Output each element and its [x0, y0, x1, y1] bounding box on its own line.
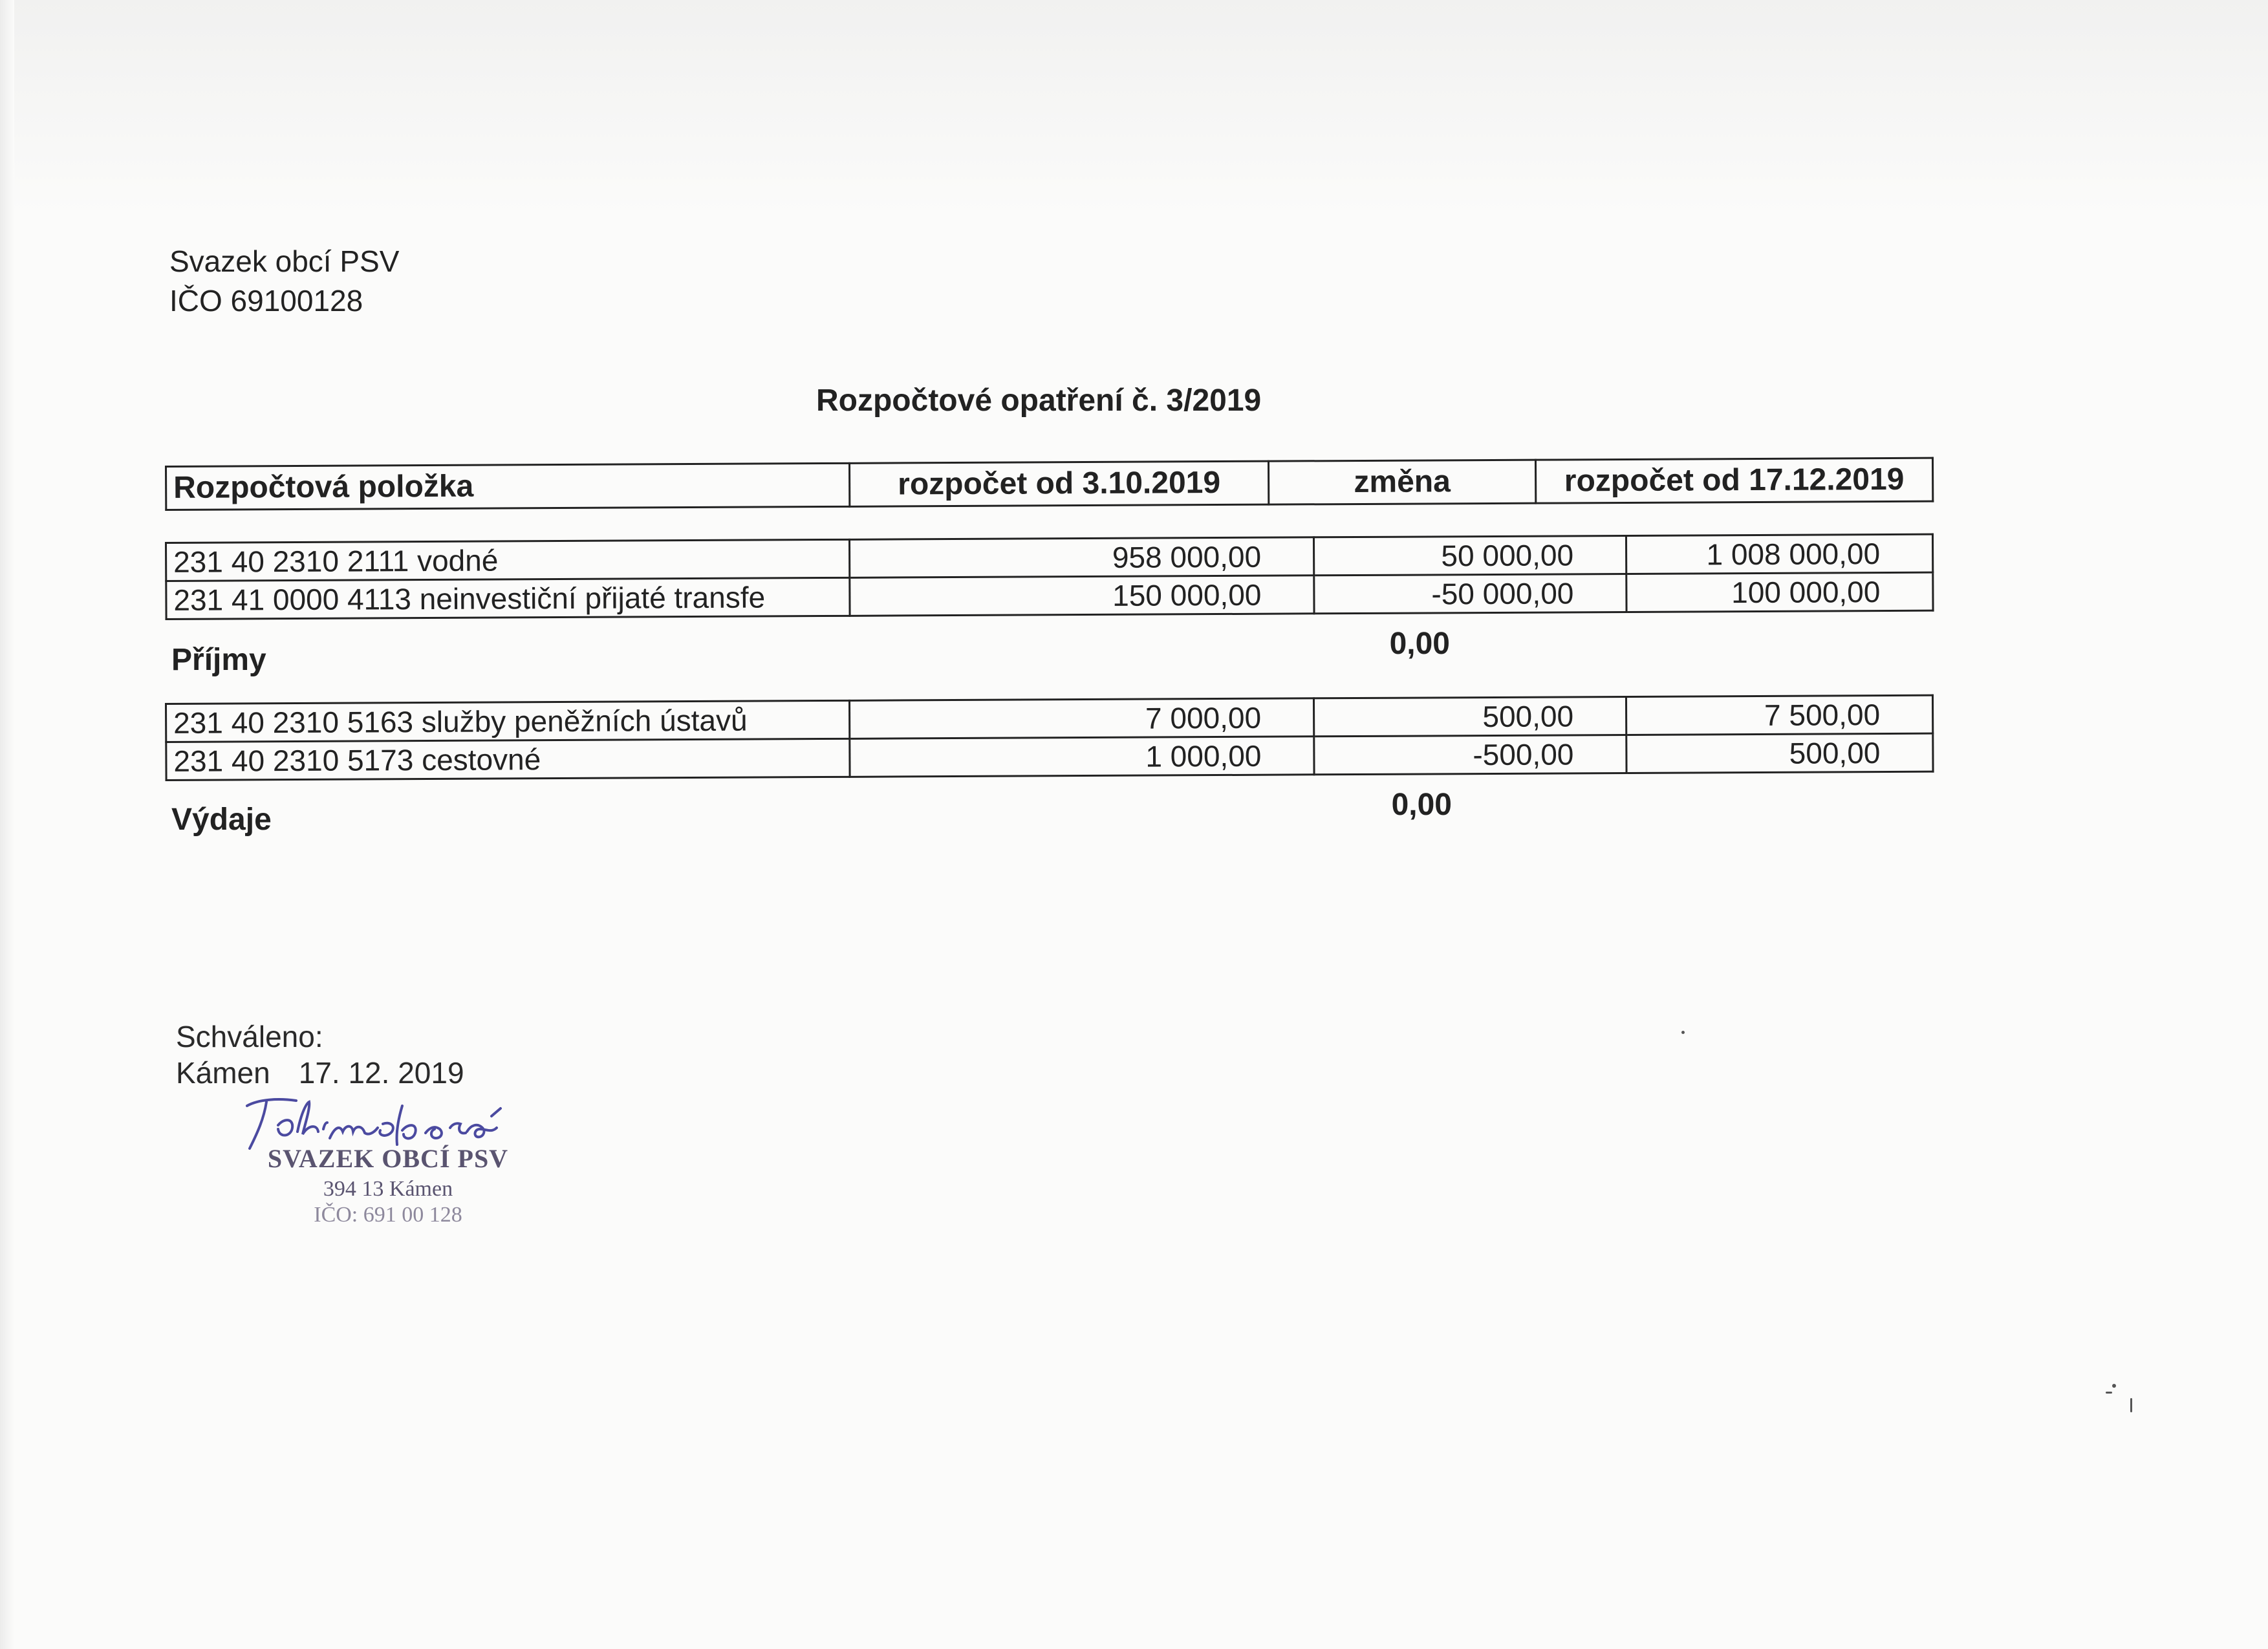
organization-ico: IČO 69100128 — [169, 284, 363, 318]
stamp-name: SVAZEK OBCÍ PSV — [267, 1144, 509, 1173]
budget-new-cell: 100 000,00 — [1626, 572, 1933, 612]
item-cell: 231 40 2310 2111 vodné — [166, 539, 850, 581]
budget-old-cell: 150 000,00 — [850, 576, 1314, 616]
expense-label: Výdaje — [171, 803, 272, 837]
column-header-change: změna — [1268, 460, 1535, 504]
table-row — [166, 733, 1933, 780]
change-cell: 500,00 — [1313, 696, 1626, 736]
budget-new-cell: 1 008 000,00 — [1626, 534, 1932, 574]
table-header-row — [166, 458, 1933, 510]
organization-name: Svazek obcí PSV — [169, 244, 400, 278]
income-table — [165, 534, 1934, 620]
income-total: 0,00 — [1389, 627, 1450, 661]
scan-edge — [0, 0, 14, 1649]
change-cell: -500,00 — [1314, 735, 1626, 774]
approval-date: 17. 12. 2019 — [298, 1056, 464, 1090]
official-stamp — [233, 1086, 543, 1242]
document-title: Rozpočtové opatření č. 3/2019 — [816, 383, 1262, 418]
budget-old-cell: 958 000,00 — [849, 537, 1313, 578]
scan-speck — [1681, 1031, 1685, 1034]
stamp-ico: IČO: 691 00 128 — [314, 1203, 462, 1227]
budget-old-cell: 1 000,00 — [850, 737, 1314, 777]
budget-new-cell: 7 500,00 — [1626, 695, 1932, 735]
column-header-budget-new: rozpočet od 17.12.2019 — [1535, 458, 1932, 503]
table-header — [165, 457, 1934, 511]
income-label: Příjmy — [171, 643, 266, 677]
change-cell: -50 000,00 — [1314, 574, 1626, 613]
scan-shadow — [0, 0, 2268, 213]
expense-total: 0,00 — [1391, 788, 1452, 822]
stamp-address: 394 13 Kámen — [323, 1177, 453, 1201]
approval-place: Kámen — [176, 1056, 270, 1090]
scan-speck — [2112, 1384, 2116, 1388]
scan-speck — [2130, 1398, 2132, 1412]
item-cell: 231 40 2310 5163 služby peněžních ústavů — [166, 700, 850, 742]
item-cell: 231 40 2310 5173 cestovné — [166, 738, 850, 780]
column-header-budget-old: rozpočet od 3.10.2019 — [849, 461, 1268, 506]
item-cell: 231 41 0000 4113 neinvestiční přijaté transfe — [166, 577, 850, 619]
scan-speck — [2106, 1392, 2112, 1394]
budget-old-cell: 7 000,00 — [849, 698, 1313, 739]
budget-new-cell: 500,00 — [1626, 733, 1933, 773]
column-header-item: Rozpočtová položka — [166, 463, 850, 510]
approval-label: Schváleno: — [176, 1020, 323, 1053]
expense-table — [165, 695, 1934, 781]
table-row — [166, 572, 1933, 619]
change-cell: 50 000,00 — [1313, 535, 1626, 575]
approval-place-date — [176, 1055, 464, 1090]
